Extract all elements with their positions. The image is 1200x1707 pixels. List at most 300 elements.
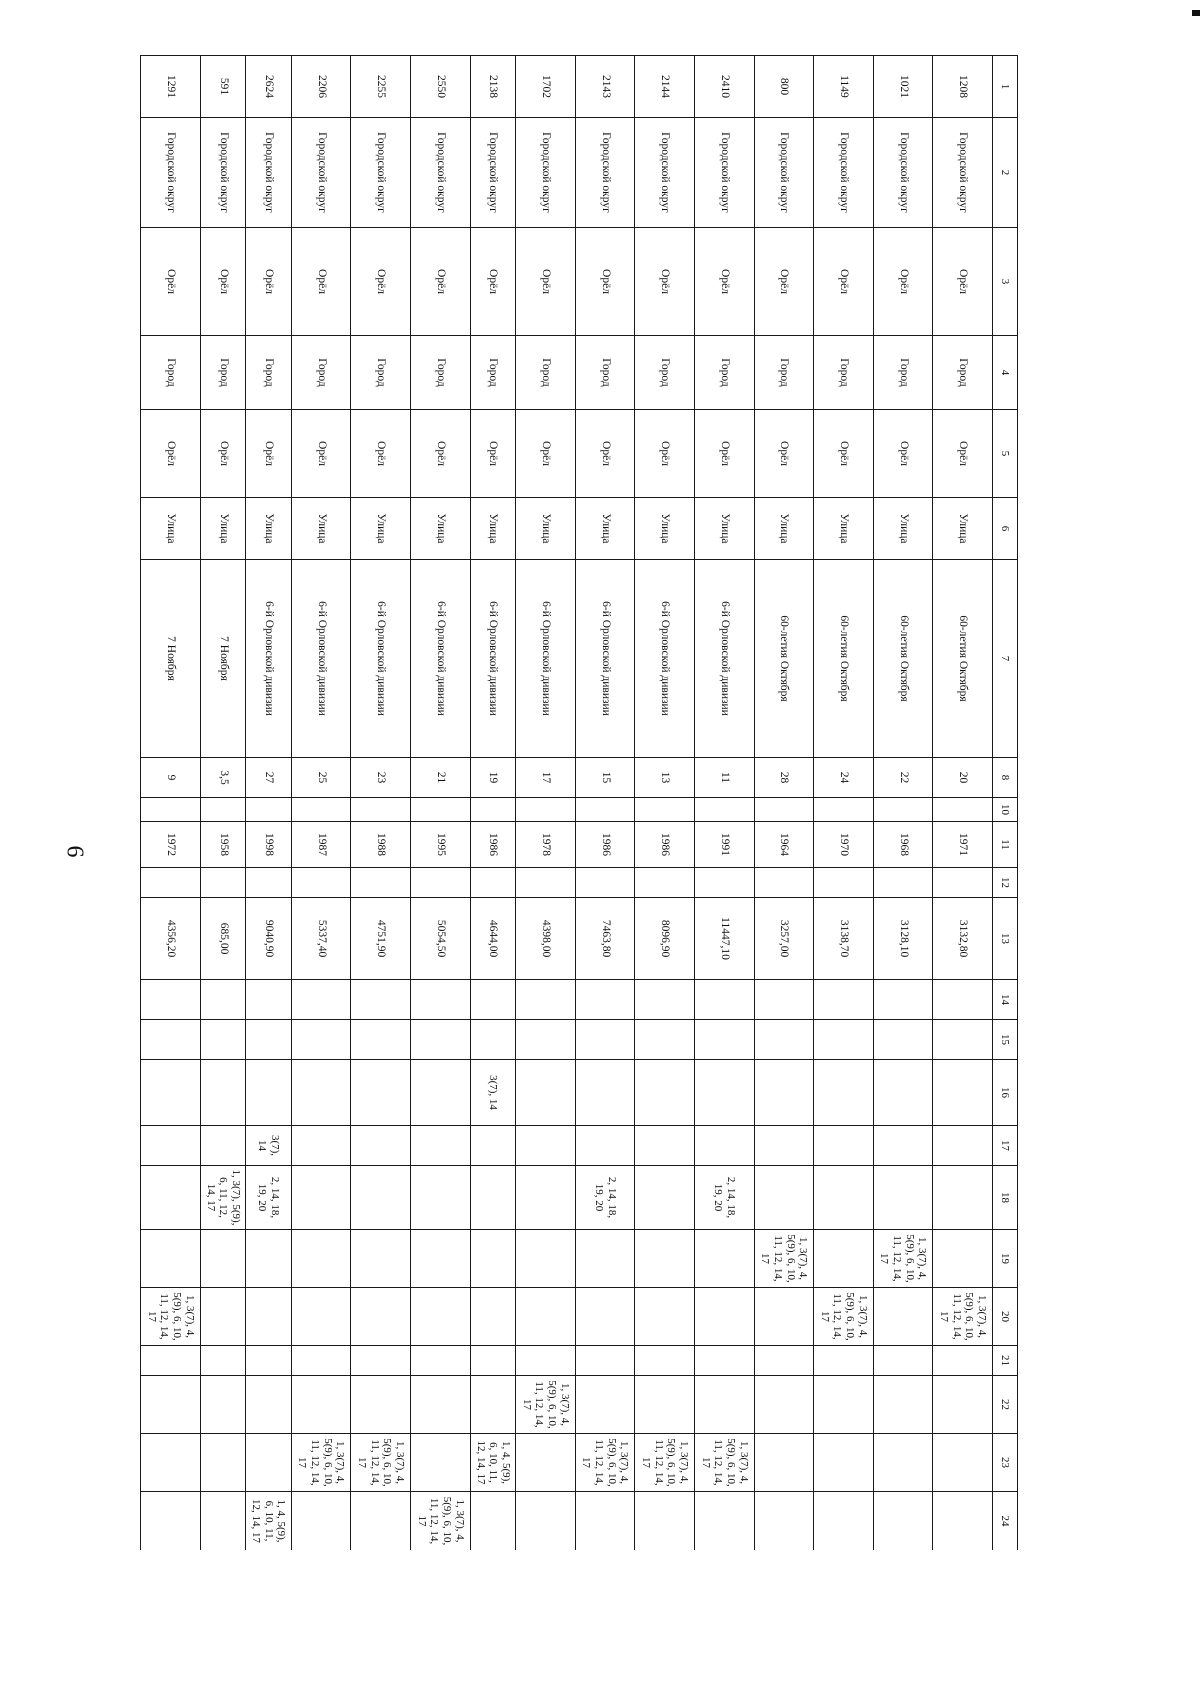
cell-col-8: 15	[575, 758, 635, 798]
cell-col-2: Городской округ	[814, 118, 874, 228]
cell-col-5: Орёл	[410, 410, 470, 498]
cell-col-4: Город	[933, 336, 993, 410]
cell-col-19	[516, 1230, 576, 1288]
cell-col-19: 1, 3(7), 4, 5(9), 6, 10, 11, 12, 14, 17	[873, 1230, 933, 1288]
cell-col-8: 9	[141, 758, 201, 798]
cell-col-4: Город	[814, 336, 874, 410]
cell-col-3: Орёл	[246, 228, 292, 336]
cell-col-20	[470, 1288, 516, 1346]
cell-col-13: 5337,40	[291, 898, 351, 980]
table-body	[141, 56, 993, 1551]
cell-col-3: Орёл	[291, 228, 351, 336]
cell-col-20	[635, 1288, 695, 1346]
cell-col-18	[635, 1166, 695, 1230]
cell-col-12	[141, 868, 201, 898]
cell-col-23	[516, 1434, 576, 1492]
cell-col-17	[470, 1126, 516, 1166]
cell-col-14	[291, 980, 351, 1020]
cell-col-22	[754, 1376, 814, 1434]
cell-col-17	[635, 1126, 695, 1166]
cell-col-13: 3257,00	[754, 898, 814, 980]
cell-col-15	[516, 1020, 576, 1060]
cell-col-16	[141, 1060, 201, 1126]
cell-col-20	[575, 1288, 635, 1346]
cell-col-2: Городской округ	[410, 118, 470, 228]
cell-col-6: Улица	[351, 498, 411, 560]
cell-col-22	[694, 1376, 754, 1434]
cell-col-7: 7 Ноября	[200, 560, 246, 758]
cell-col-18: 1, 3(7), 5(9), 6, 11, 12, 14, 17	[200, 1166, 246, 1230]
cell-col-15	[575, 1020, 635, 1060]
cell-col-18: 2, 14, 18, 19, 20	[575, 1166, 635, 1230]
cell-col-2: Городской округ	[200, 118, 246, 228]
cell-col-16	[754, 1060, 814, 1126]
cell-col-20	[516, 1288, 576, 1346]
cell-col-22	[246, 1376, 292, 1434]
cell-col-7: 6-й Орловской дивизии	[635, 560, 695, 758]
cell-col-15	[410, 1020, 470, 1060]
cell-col-8: 20	[933, 758, 993, 798]
cell-col-13: 5054,50	[410, 898, 470, 980]
column-header-24: 24	[993, 1492, 1018, 1551]
cell-col-1: 800	[754, 56, 814, 118]
cell-col-11: 1970	[814, 822, 874, 868]
cell-col-15	[200, 1020, 246, 1060]
cell-col-2: Городской округ	[516, 118, 576, 228]
cell-col-7: 6-й Орловской дивизии	[410, 560, 470, 758]
header-row	[993, 56, 1018, 1551]
table-row	[141, 56, 201, 1551]
cell-col-2: Городской округ	[694, 118, 754, 228]
cell-col-8: 19	[470, 758, 516, 798]
cell-col-16	[873, 1060, 933, 1126]
cell-col-1: 1021	[873, 56, 933, 118]
cell-col-7: 6-й Орловской дивизии	[291, 560, 351, 758]
cell-col-6: Улица	[470, 498, 516, 560]
cell-col-5: Орёл	[291, 410, 351, 498]
cell-col-20	[200, 1288, 246, 1346]
cell-col-24	[694, 1492, 754, 1551]
column-header-17: 17	[993, 1126, 1018, 1166]
cell-col-16	[246, 1060, 292, 1126]
cell-col-5: Орёл	[814, 410, 874, 498]
cell-col-4: Город	[246, 336, 292, 410]
cell-col-14	[351, 980, 411, 1020]
cell-col-16	[575, 1060, 635, 1126]
cell-col-3: Орёл	[200, 228, 246, 336]
cell-col-22: 1, 3(7), 4, 5(9), 6, 10, 11, 12, 14, 17	[516, 1376, 576, 1434]
cell-col-10	[291, 798, 351, 822]
cell-col-11: 1971	[933, 822, 993, 868]
cell-col-10	[694, 798, 754, 822]
cell-col-17	[200, 1126, 246, 1166]
cell-col-14	[635, 980, 695, 1020]
cell-col-6: Улица	[200, 498, 246, 560]
cell-col-19: 1, 3(7), 4, 5(9), 6, 10, 11, 12, 14, 17	[754, 1230, 814, 1288]
cell-col-23	[410, 1434, 470, 1492]
cell-col-18: 2, 14, 18, 19, 20	[246, 1166, 292, 1230]
cell-col-16	[291, 1060, 351, 1126]
cell-col-17	[933, 1126, 993, 1166]
column-header-4: 4	[993, 336, 1018, 410]
cell-col-5: Орёл	[200, 410, 246, 498]
cell-col-10	[635, 798, 695, 822]
cell-col-4: Город	[873, 336, 933, 410]
cell-col-11: 1958	[200, 822, 246, 868]
cell-col-19	[291, 1230, 351, 1288]
cell-col-10	[470, 798, 516, 822]
cell-col-4: Город	[200, 336, 246, 410]
cell-col-5: Орёл	[933, 410, 993, 498]
cell-col-15	[754, 1020, 814, 1060]
cell-col-15	[933, 1020, 993, 1060]
cell-col-16	[410, 1060, 470, 1126]
cell-col-24	[516, 1492, 576, 1551]
scan-edge-mark	[1192, 10, 1200, 16]
cell-col-16	[814, 1060, 874, 1126]
cell-col-21	[246, 1346, 292, 1376]
cell-col-14	[694, 980, 754, 1020]
cell-col-12	[694, 868, 754, 898]
cell-col-24	[575, 1492, 635, 1551]
cell-col-8: 25	[291, 758, 351, 798]
cell-col-18	[351, 1166, 411, 1230]
cell-col-10	[754, 798, 814, 822]
cell-col-1: 2143	[575, 56, 635, 118]
cell-col-5: Орёл	[575, 410, 635, 498]
cell-col-4: Город	[141, 336, 201, 410]
cell-col-19	[694, 1230, 754, 1288]
cell-col-22	[470, 1376, 516, 1434]
cell-col-4: Город	[694, 336, 754, 410]
cell-col-10	[933, 798, 993, 822]
cell-col-23	[200, 1434, 246, 1492]
cell-col-20	[410, 1288, 470, 1346]
cell-col-14	[470, 980, 516, 1020]
column-header-11: 11	[993, 822, 1018, 868]
cell-col-19	[575, 1230, 635, 1288]
cell-col-13: 4644,00	[470, 898, 516, 980]
cell-col-21	[141, 1346, 201, 1376]
cell-col-12	[754, 868, 814, 898]
column-header-7: 7	[993, 560, 1018, 758]
cell-col-19	[410, 1230, 470, 1288]
cell-col-10	[246, 798, 292, 822]
cell-col-14	[575, 980, 635, 1020]
column-header-18: 18	[993, 1166, 1018, 1230]
cell-col-14	[754, 980, 814, 1020]
cell-col-21	[291, 1346, 351, 1376]
cell-col-19	[351, 1230, 411, 1288]
cell-col-19	[200, 1230, 246, 1288]
cell-col-20	[351, 1288, 411, 1346]
cell-col-10	[575, 798, 635, 822]
column-header-1: 1	[993, 56, 1018, 118]
cell-col-24	[933, 1492, 993, 1551]
cell-col-24	[291, 1492, 351, 1551]
cell-col-1: 1291	[141, 56, 201, 118]
table-row	[575, 56, 635, 1551]
cell-col-21	[754, 1346, 814, 1376]
column-header-22: 22	[993, 1376, 1018, 1434]
cell-col-3: Орёл	[754, 228, 814, 336]
table-row	[351, 56, 411, 1551]
cell-col-18	[933, 1166, 993, 1230]
cell-col-11: 1986	[575, 822, 635, 868]
cell-col-17	[516, 1126, 576, 1166]
cell-col-12	[246, 868, 292, 898]
cell-col-14	[516, 980, 576, 1020]
cell-col-12	[291, 868, 351, 898]
cell-col-11: 1972	[141, 822, 201, 868]
cell-col-6: Улица	[516, 498, 576, 560]
cell-col-19	[933, 1230, 993, 1288]
cell-col-23	[814, 1434, 874, 1492]
cell-col-17	[754, 1126, 814, 1166]
column-header-13: 13	[993, 898, 1018, 980]
cell-col-10	[410, 798, 470, 822]
cell-col-13: 4398,00	[516, 898, 576, 980]
cell-col-24	[873, 1492, 933, 1551]
cell-col-13: 11447,10	[694, 898, 754, 980]
cell-col-17	[291, 1126, 351, 1166]
column-header-10: 10	[993, 798, 1018, 822]
cell-col-12	[200, 868, 246, 898]
cell-col-16: 3(7), 14	[470, 1060, 516, 1126]
cell-col-23: 1, 4, 5(9), 6, 10, 11, 12, 14, 17	[470, 1434, 516, 1492]
column-header-16: 16	[993, 1060, 1018, 1126]
cell-col-11: 1998	[246, 822, 292, 868]
cell-col-20: 1, 3(7), 4, 5(9), 6, 10, 11, 12, 14, 17	[933, 1288, 993, 1346]
cell-col-13: 3132,80	[933, 898, 993, 980]
cell-col-3: Орёл	[410, 228, 470, 336]
cell-col-10	[516, 798, 576, 822]
cell-col-1: 2144	[635, 56, 695, 118]
cell-col-6: Улица	[754, 498, 814, 560]
cell-col-19	[814, 1230, 874, 1288]
cell-col-14	[814, 980, 874, 1020]
cell-col-6: Улица	[635, 498, 695, 560]
cell-col-5: Орёл	[470, 410, 516, 498]
cell-col-11: 1964	[754, 822, 814, 868]
cell-col-18	[754, 1166, 814, 1230]
cell-col-4: Город	[754, 336, 814, 410]
cell-col-15	[635, 1020, 695, 1060]
cell-col-24	[635, 1492, 695, 1551]
cell-col-22	[351, 1376, 411, 1434]
cell-col-2: Городской округ	[635, 118, 695, 228]
cell-col-4: Город	[351, 336, 411, 410]
column-header-23: 23	[993, 1434, 1018, 1492]
cell-col-11: 1986	[470, 822, 516, 868]
cell-col-5: Орёл	[141, 410, 201, 498]
cell-col-21	[470, 1346, 516, 1376]
cell-col-20	[754, 1288, 814, 1346]
cell-col-21	[351, 1346, 411, 1376]
cell-col-15	[351, 1020, 411, 1060]
cell-col-1: 2550	[410, 56, 470, 118]
cell-col-15	[470, 1020, 516, 1060]
cell-col-24: 1, 4, 5(9), 6, 10, 11, 12, 14, 17	[246, 1492, 292, 1551]
cell-col-7: 6-й Орловской дивизии	[516, 560, 576, 758]
column-header-5: 5	[993, 410, 1018, 498]
cell-col-6: Улица	[141, 498, 201, 560]
cell-col-4: Город	[635, 336, 695, 410]
cell-col-10	[141, 798, 201, 822]
cell-col-3: Орёл	[516, 228, 576, 336]
cell-col-8: 13	[635, 758, 695, 798]
cell-col-1: 2624	[246, 56, 292, 118]
cell-col-1: 2410	[694, 56, 754, 118]
cell-col-21	[516, 1346, 576, 1376]
column-header-14: 14	[993, 980, 1018, 1020]
cell-col-17	[575, 1126, 635, 1166]
cell-col-16	[933, 1060, 993, 1126]
table-row	[635, 56, 695, 1551]
cell-col-2: Городской округ	[470, 118, 516, 228]
cell-col-20	[291, 1288, 351, 1346]
column-header-3: 3	[993, 228, 1018, 336]
cell-col-20	[873, 1288, 933, 1346]
cell-col-10	[351, 798, 411, 822]
cell-col-1: 2138	[470, 56, 516, 118]
cell-col-21	[575, 1346, 635, 1376]
cell-col-17	[694, 1126, 754, 1166]
cell-col-5: Орёл	[635, 410, 695, 498]
cell-col-1: 1149	[814, 56, 874, 118]
cell-col-8: 24	[814, 758, 874, 798]
cell-col-16	[516, 1060, 576, 1126]
cell-col-15	[694, 1020, 754, 1060]
cell-col-21	[410, 1346, 470, 1376]
cell-col-3: Орёл	[470, 228, 516, 336]
cell-col-19	[635, 1230, 695, 1288]
cell-col-1: 2255	[351, 56, 411, 118]
cell-col-3: Орёл	[635, 228, 695, 336]
cell-col-23: 1, 3(7), 4, 5(9), 6, 10, 11, 12, 14, 17	[575, 1434, 635, 1492]
cell-col-11: 1968	[873, 822, 933, 868]
cell-col-17	[141, 1126, 201, 1166]
cell-col-20	[246, 1288, 292, 1346]
cell-col-6: Улица	[933, 498, 993, 560]
cell-col-6: Улица	[410, 498, 470, 560]
cell-col-7: 6-й Орловской дивизии	[246, 560, 292, 758]
cell-col-3: Орёл	[694, 228, 754, 336]
cell-col-2: Городской округ	[291, 118, 351, 228]
cell-col-18	[291, 1166, 351, 1230]
cell-col-10	[814, 798, 874, 822]
cell-col-17: 3(7), 14	[246, 1126, 292, 1166]
cell-col-7: 7 Ноября	[141, 560, 201, 758]
cell-col-20: 1, 3(7), 4, 5(9), 6, 10, 11, 12, 14, 17	[814, 1288, 874, 1346]
cell-col-23: 1, 3(7), 4, 5(9), 6, 10, 11, 12, 14, 17	[635, 1434, 695, 1492]
cell-col-22	[141, 1376, 201, 1434]
cell-col-20	[694, 1288, 754, 1346]
cell-col-24	[470, 1492, 516, 1551]
cell-col-15	[246, 1020, 292, 1060]
cell-col-5: Орёл	[351, 410, 411, 498]
table-row	[470, 56, 516, 1551]
cell-col-8: 27	[246, 758, 292, 798]
cell-col-8: 11	[694, 758, 754, 798]
cell-col-17	[873, 1126, 933, 1166]
cell-col-18	[516, 1166, 576, 1230]
cell-col-1: 591	[200, 56, 246, 118]
cell-col-12	[470, 868, 516, 898]
cell-col-15	[141, 1020, 201, 1060]
cell-col-22	[291, 1376, 351, 1434]
cell-col-7: 6-й Орловской дивизии	[575, 560, 635, 758]
cell-col-10	[873, 798, 933, 822]
cell-col-4: Город	[470, 336, 516, 410]
cell-col-22	[200, 1376, 246, 1434]
table-row	[516, 56, 576, 1551]
page-number: 6	[61, 845, 88, 858]
cell-col-19	[141, 1230, 201, 1288]
cell-col-6: Улица	[575, 498, 635, 560]
cell-col-3: Орёл	[873, 228, 933, 336]
cell-col-2: Городской округ	[246, 118, 292, 228]
cell-col-6: Улица	[246, 498, 292, 560]
cell-col-24	[141, 1492, 201, 1551]
cell-col-18	[141, 1166, 201, 1230]
cell-col-19	[470, 1230, 516, 1288]
cell-col-11: 1987	[291, 822, 351, 868]
cell-col-1: 1208	[933, 56, 993, 118]
cell-col-3: Орёл	[141, 228, 201, 336]
cell-col-15	[814, 1020, 874, 1060]
housing-registry-table	[140, 55, 1018, 1550]
cell-col-18	[873, 1166, 933, 1230]
cell-col-8: 28	[754, 758, 814, 798]
cell-col-4: Город	[575, 336, 635, 410]
cell-col-22	[933, 1376, 993, 1434]
cell-col-1: 1702	[516, 56, 576, 118]
cell-col-2: Городской округ	[575, 118, 635, 228]
cell-col-11: 1988	[351, 822, 411, 868]
cell-col-7: 6-й Орловской дивизии	[694, 560, 754, 758]
cell-col-12	[635, 868, 695, 898]
cell-col-13: 3128,10	[873, 898, 933, 980]
cell-col-23	[873, 1434, 933, 1492]
cell-col-21	[814, 1346, 874, 1376]
cell-col-22	[635, 1376, 695, 1434]
column-header-21: 21	[993, 1346, 1018, 1376]
cell-col-3: Орёл	[351, 228, 411, 336]
cell-col-11: 1991	[694, 822, 754, 868]
cell-col-12	[814, 868, 874, 898]
cell-col-14	[873, 980, 933, 1020]
cell-col-4: Город	[291, 336, 351, 410]
cell-col-6: Улица	[814, 498, 874, 560]
cell-col-18: 2, 14, 18, 19, 20	[694, 1166, 754, 1230]
cell-col-2: Городской округ	[933, 118, 993, 228]
cell-col-14	[141, 980, 201, 1020]
table-row	[200, 56, 246, 1551]
cell-col-24	[754, 1492, 814, 1551]
table-row	[933, 56, 993, 1551]
cell-col-21	[694, 1346, 754, 1376]
cell-col-12	[575, 868, 635, 898]
cell-col-3: Орёл	[933, 228, 993, 336]
cell-col-6: Улица	[873, 498, 933, 560]
cell-col-23: 1, 3(7), 4, 5(9), 6, 10, 11, 12, 14, 17	[351, 1434, 411, 1492]
cell-col-14	[200, 980, 246, 1020]
cell-col-14	[246, 980, 292, 1020]
cell-col-6: Улица	[694, 498, 754, 560]
cell-col-5: Орёл	[873, 410, 933, 498]
cell-col-24: 1, 3(7), 4, 5(9), 6, 10, 11, 12, 14, 17	[410, 1492, 470, 1551]
